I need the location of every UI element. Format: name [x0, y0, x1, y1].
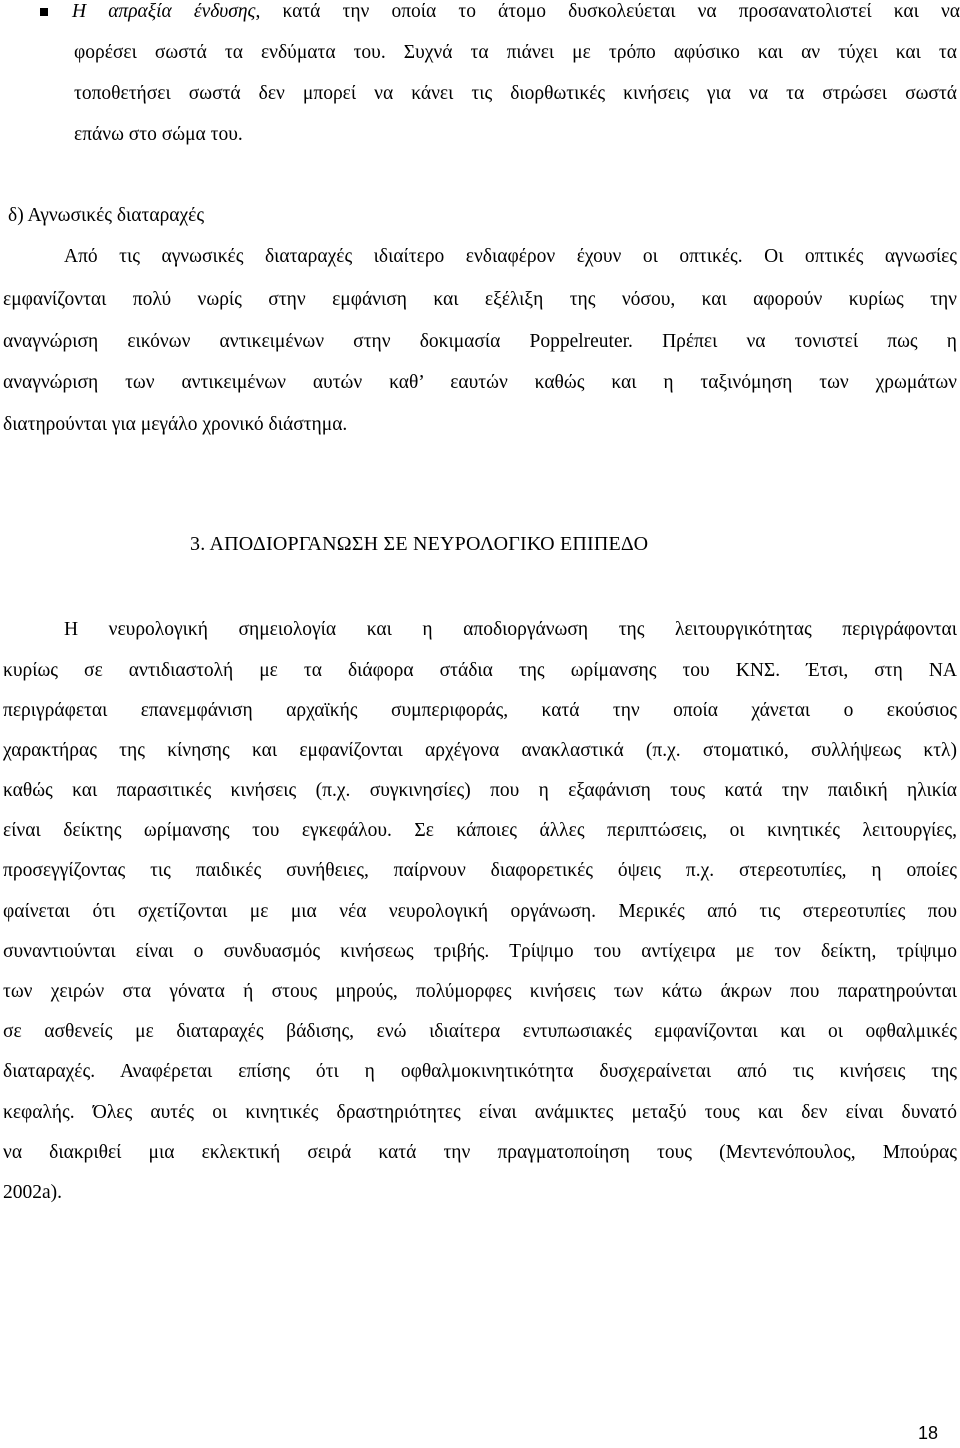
- subsection-heading: δ) Αγνωσικές διαταραχές: [8, 205, 205, 226]
- paragraph-line: των χειρών στα γόνατα ή στους μηρούς, πολύμορφες κινήσεις των κάτω άκρων που παρατηρούνται: [3, 981, 957, 1002]
- bullet-line: τοποθετήσει σωστά δεν μπορεί να κάνει τις διορθωτικές κινήσεις για να τα στρώσει σωστά: [74, 83, 957, 104]
- bullet-line-text: , κατά την οποία το άτομο δυσκολεύεται να προσανατολιστεί και να: [255, 1, 960, 22]
- paragraph-line: σε ασθενείς με διαταραχές βάδισης, ενώ ιδιαίτερα εντυπωσιακές εμφανίζονται και οι οφθαλμικές: [3, 1021, 957, 1042]
- bullet-line: επάνω στο σώμα του.: [74, 124, 243, 145]
- paragraph-line: συναντιούνται είναι ο συνδυασμός κινήσεως τριβής. Τρίψιμο του αντίχειρα με τον δείκτη, τρίψιμο: [3, 941, 957, 962]
- paragraph-line: Η νευρολογική σημειολογία και η αποδιοργάνωση της λειτουργικότητας περιγράφονται: [64, 619, 957, 640]
- paragraph-line: διατηρούνται για μεγάλο χρονικό διάστημα.: [3, 414, 348, 435]
- paragraph-line: αναγνώριση των αντικειμένων αυτών καθ’ εαυτών καθώς και η ταξινόμηση των χρωμάτων: [3, 372, 957, 393]
- paragraph-line: προσεγγίζοντας τις παιδικές συνήθειες, παίρνουν διαφορετικές όψεις π.χ. στερεοτυπίες, η οποίες: [3, 860, 957, 881]
- paragraph-line: αναγνώριση εικόνων αντικειμένων στην δοκιμασία Poppelreuter. Πρέπει να τονιστεί πως η: [3, 331, 957, 352]
- bullet-line: φορέσει σωστά τα ενδύματα του. Συχνά τα πιάνει με τρόπο αφύσικο και αν τύχει και τα: [74, 42, 957, 63]
- section-heading: 3. ΑΠΟΔΙΟΡΓΑΝΩΣΗ ΣΕ ΝΕΥΡΟΛΟΓΙΚΟ ΕΠΙΠΕΔΟ: [190, 533, 649, 555]
- page-number: 18: [917, 1423, 938, 1443]
- paragraph-line: καθώς και παρασιτικές κινήσεις (π.χ. συγκινησίες) που η εξαφάνιση τους κατά την παιδική ηλικία: [3, 780, 957, 801]
- bullet-line: [72, 0, 960, 24]
- paragraph-line: να διακριθεί μια εκλεκτική σειρά κατά την πραγματοποίηση τους (Μεντενόπουλος, Μπούρας: [3, 1142, 957, 1163]
- paragraph-line: Από τις αγνωσικές διαταραχές ιδιαίτερο ενδιαφέρον έχουν οι οπτικές. Οι οπτικές αγνωσίες: [64, 246, 957, 267]
- paragraph-line: 2002a).: [3, 1182, 63, 1203]
- paragraph-line: διαταραχές. Αναφέρεται επίσης ότι η οφθαλμοκινητικότητα δυσχεραίνεται από τις κινήσεις της: [3, 1061, 957, 1082]
- paragraph-line: κυρίως σε αντιδιαστολή με τα διάφορα στάδια της ωρίμανσης του ΚΝΣ. Έτσι, στη ΝΑ: [3, 660, 957, 681]
- paragraph-line: εμφανίζονται πολύ νωρίς στην εμφάνιση και εξέλιξη της νόσου, και αφορούν κυρίως την: [3, 289, 957, 310]
- paragraph-line: περιγράφεται επανεμφάνιση αρχαϊκής συμπεριφοράς, κατά την οποία χάνεται ο εκούσιος: [3, 700, 957, 721]
- paragraph-line: φαίνεται ότι σχετίζονται με μια νέα νευρολογική οργάνωση. Μερικές από τις στερεοτυπίες που: [3, 901, 957, 922]
- square-bullet-icon: [40, 8, 48, 16]
- bullet-lead-term: Η απραξία ένδυσης: [72, 1, 256, 22]
- paragraph-line: χαρακτήρας της κίνησης και εμφανίζονται αρχέγονα ανακλαστικά (π.χ. στοματικό, συλλήψεως κτλ): [3, 740, 957, 761]
- paragraph-line: κεφαλής. Όλες αυτές οι κινητικές δραστηριότητες είναι ανάμικτες μεταξύ τους και δεν είναι δυνατό: [3, 1102, 957, 1123]
- paragraph-line: είναι δείκτης ωρίμανσης του εγκεφάλου. Σε κάποιες άλλες περιπτώσεις, οι κινητικές λειτουργίες,: [3, 820, 957, 841]
